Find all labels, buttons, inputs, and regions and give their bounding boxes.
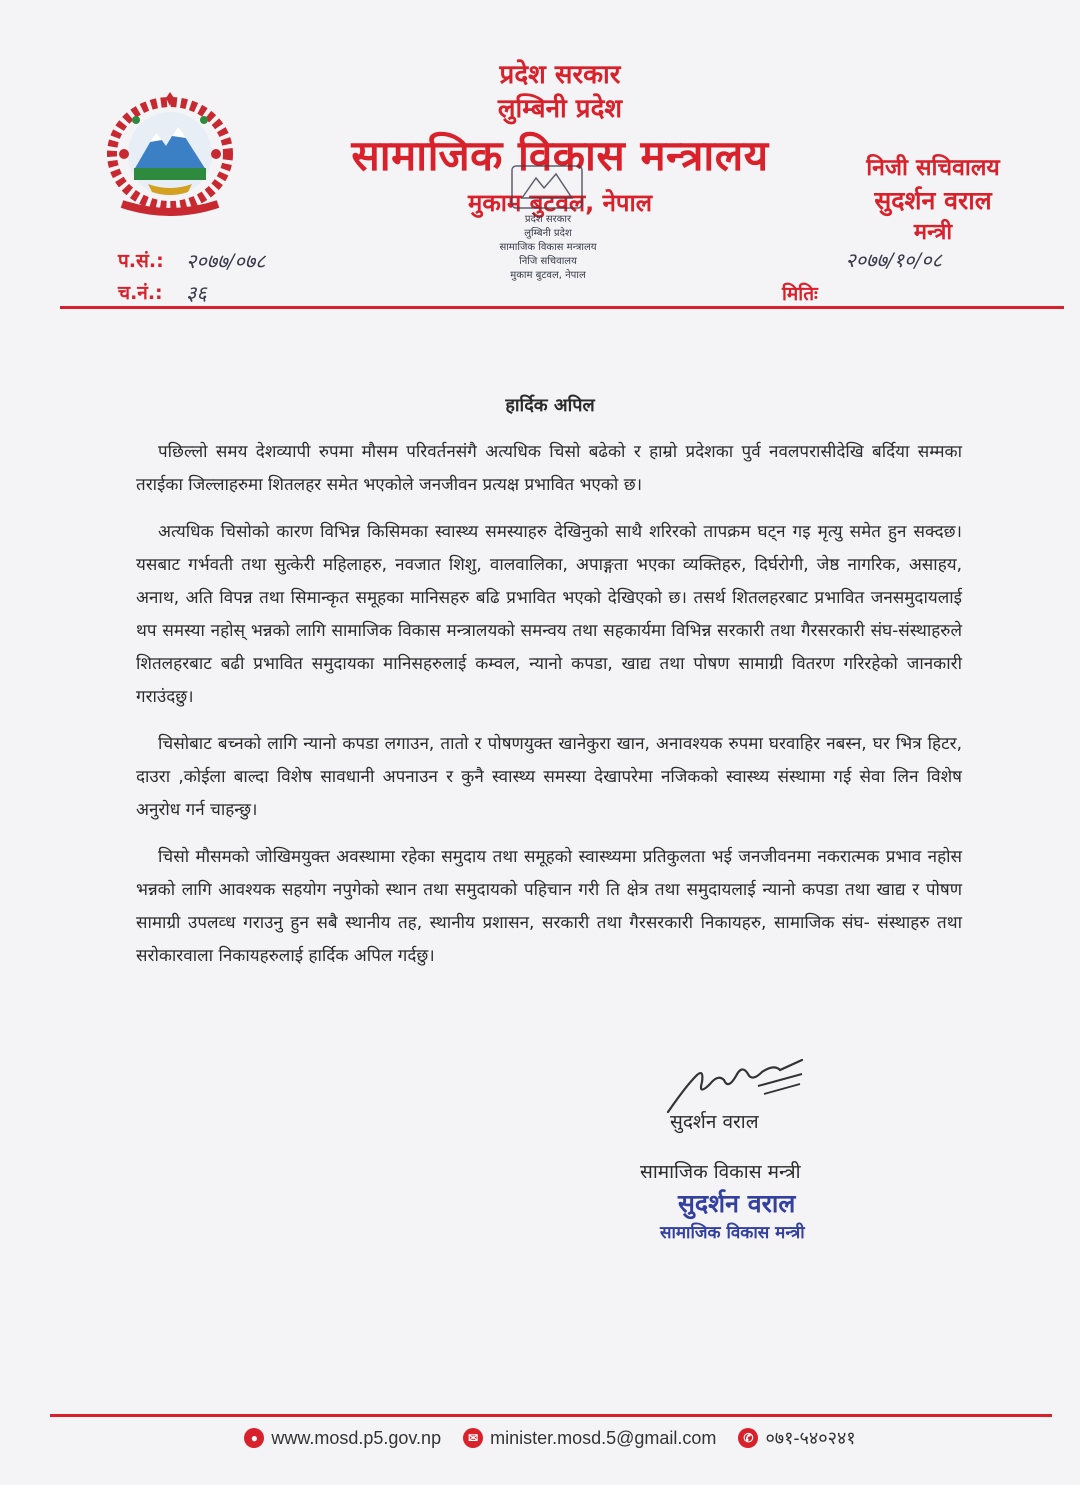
stamp-line-3: सामाजिक विकास मन्त्रालय [499, 242, 597, 253]
cn-label: च.नं.: [118, 282, 163, 304]
phone-icon: ✆ [738, 1428, 758, 1448]
office-name: निजी सचिवालय [866, 155, 1000, 181]
footer-phone[interactable] [738, 1426, 855, 1450]
email-icon: ✉ [463, 1428, 483, 1448]
globe-icon: ● [244, 1428, 264, 1448]
footer-contacts [0, 1426, 1080, 1450]
date-label: मितिः [782, 283, 818, 305]
stamp-line-5: मुकाम बुटवल, नेपाल [510, 270, 586, 281]
paragraph-1: पछिल्लो समय देशव्यापी रुपमा मौसम परिवर्तनसंगै अत्यधिक चिसो बढेको र हाम्रो प्रदेशका पुर्व नवलपरासीदेखि बर्दिया सम्मका तराईका जिल्लाहरुमा शितलहर समेत भएकोले जनजीवन प्रत्यक्ष प्रभावित भएको छ। [136, 442, 962, 495]
signatory-title: सामाजिक विकास मन्त्री [640, 1161, 801, 1183]
footer-divider [50, 1414, 1052, 1417]
gov-line: प्रदेश सरकार [499, 60, 621, 90]
phone-text[interactable]: ०७१-५४०२४१ [765, 1428, 856, 1448]
ps-label: प.सं.: [118, 250, 164, 272]
minister-role-header: मन्त्री [913, 220, 953, 245]
cn-value: ३६ [186, 280, 207, 305]
date-value: २०७७/१०/०८ [845, 248, 942, 272]
ministry-name: सामाजिक विकास मन्त्रालय [351, 131, 769, 180]
seal-name: सुदर्शन वराल [678, 1189, 796, 1218]
office-stamp-icon [478, 158, 618, 288]
stamp-line-4: निजि सचिवालय [519, 256, 577, 267]
seal-title: सामाजिक विकास मन्त्री [660, 1223, 805, 1243]
stamp-line-1: प्रदेश सरकार [524, 214, 572, 225]
date-block [770, 246, 970, 306]
footer-website[interactable] [244, 1428, 441, 1449]
document-body [136, 436, 962, 987]
paragraph-4: चिसो मौसमको जोखिमयुक्त अवस्थामा रहेका समुदाय तथा समूहको स्वास्थ्यमा प्रतिकुलता भई जनजीवनमा नकरात्मक प्रभाव नहोस भन्नको लागि आवश्यक सहयोग नपुगेको स्थान तथा समुदायको पहिचान गरी ति क्षेत्र तथा समुदायलाई न्यानो कपडा तथा खाद्य र पोषण सामाग्री उपलव्ध गराउनु हुन सबै स्थानीय तह, स्थानीय प्रशासन, सरकारी तथा गैरसरकारी निकायहरु, सामाजिक संघ- संस्थाहरु तथा सरोकारवाला निकायहरुलाई हार्दिक अपिल गर्दछु। [136, 847, 962, 966]
signatory-name: सुदर्शन वराल [670, 1111, 759, 1133]
reference-block [118, 244, 266, 308]
letterhead-right [838, 152, 1028, 248]
header-divider [60, 306, 1064, 309]
province-line: लुम्बिनी प्रदेश [497, 94, 623, 124]
document-title: हार्दिक अपिल [505, 395, 595, 416]
email-text[interactable]: minister.mosd.5@gmail.com [490, 1427, 717, 1448]
ministry-location: मुकाम बुटवल, नेपाल [467, 189, 653, 217]
nepal-emblem-icon [100, 92, 240, 222]
paragraph-3: चिसोबाट बच्नको लागि न्यानो कपडा लगाउन, तातो र पोषणयुक्त खानेकुरा खान, अनावश्यक रुपमा घरवाहिर नबस्न, घर भित्र हिटर, दाउरा ,कोईला बाल्दा विशेष सावधानी अपनाउन र कुनै स्वास्थ्य समस्या देखापरेमा नजिकको स्वास्थ्य संस्थामा गई सेवा लिन विशेष अनुरोध गर्न चाहन्छु। [136, 734, 962, 820]
footer-email[interactable] [463, 1428, 716, 1449]
stamp-line-2: लुम्बिनी प्रदेश [524, 228, 572, 239]
ps-value: २०७७/०७८ [186, 248, 266, 273]
minister-name-header: सुदर्शन वराल [874, 186, 992, 215]
website-text[interactable]: www.mosd.p5.gov.np [271, 1427, 442, 1448]
paragraph-2: अत्यधिक चिसोको कारण विभिन्न किसिमका स्वास्थ्य समस्याहरु देखिनुको साथै शरिरको तापक्रम घट्न गइ मृत्यु समेत हुन सक्दछ। यसबाट गर्भवती तथा सुत्केरी महिलाहरु, नवजात शिशु, वालवालिका, अपाङ्गता भएका व्यक्तिहरु, दिर्घरोगी, जेष्ठ नागरिक, असाहय, अनाथ, अति विपन्न तथा सिमान्कृत समूहका मानिसहरु बढि प्रभावित भएको देखिएको छ। तसर्थ शितलहरबाट प्रभावित जनसमुदायलाई थप समस्या नहोस् भन्नको लागि सामाजिक विकास मन्त्रालयको समन्वय तथा सहकार्यमा विभिन्न सरकारी तथा गैरसरकारी संघ-संस्थाहरुले शितलहरबाट बढी प्रभावित समुदायका मानिसहरुलाई कम्वल, न्यानो कपडा, खाद्य तथा पोषण सामाग्री वितरण गरिरहेको जानकारी गराउंदछु। [136, 522, 962, 707]
